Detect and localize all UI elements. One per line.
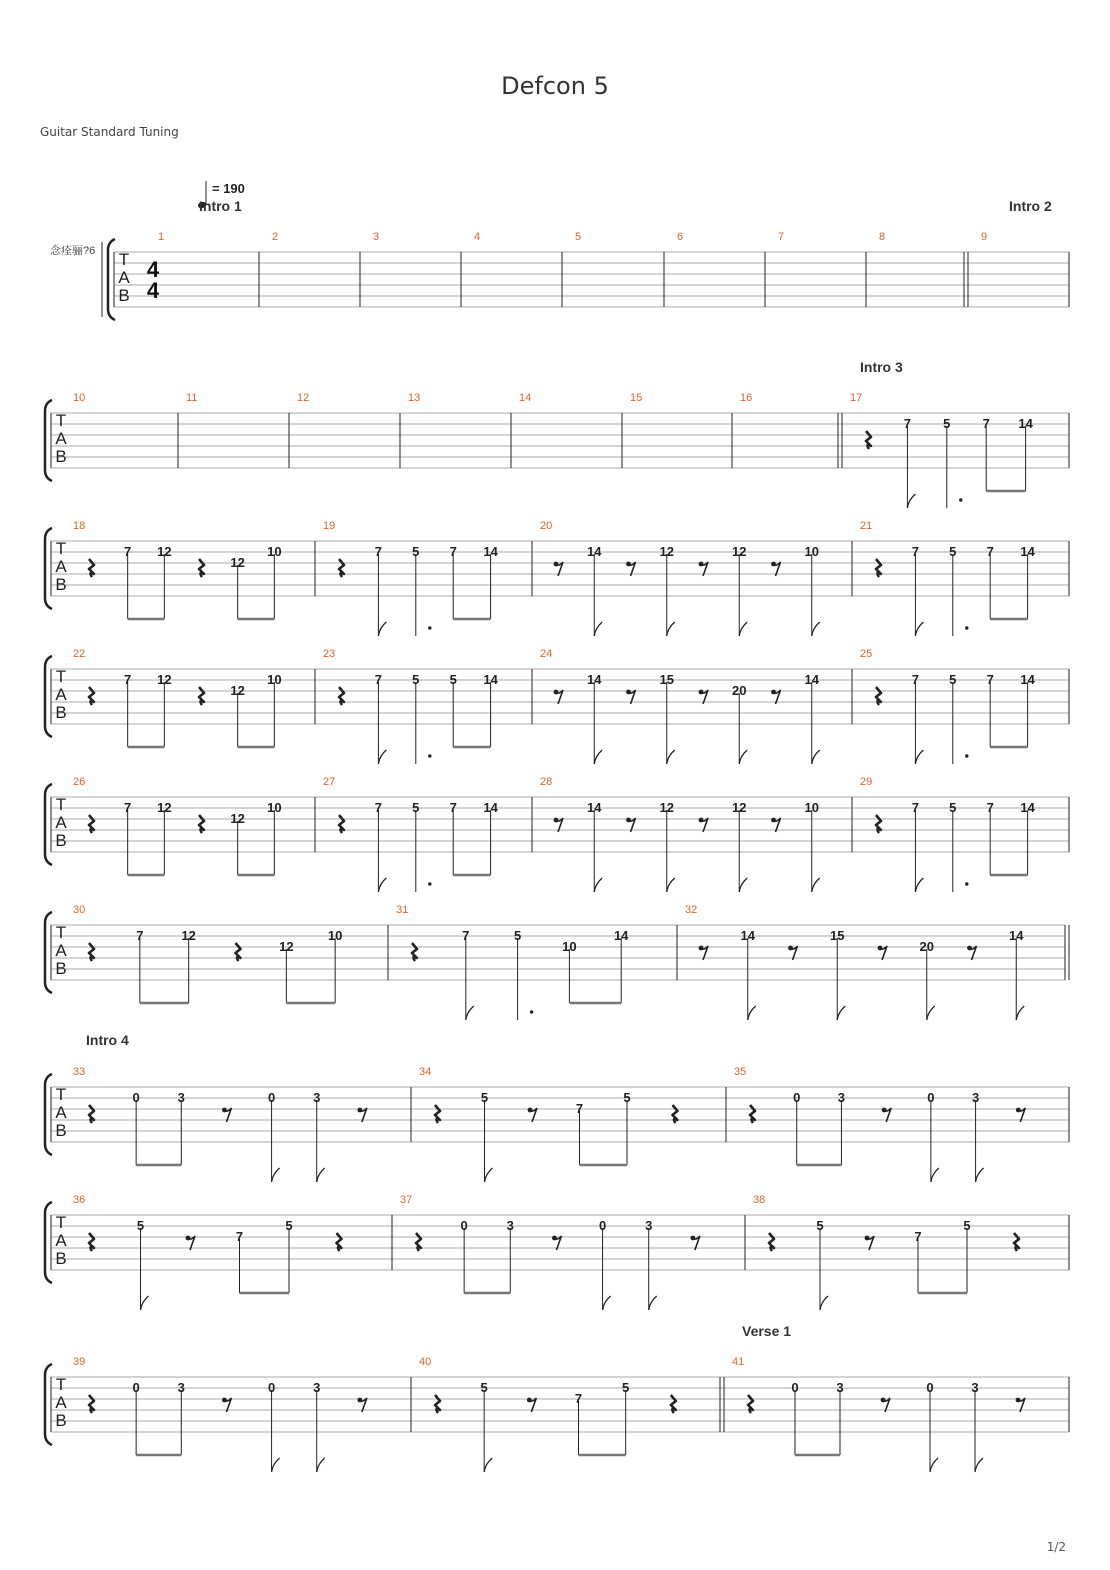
measure-number: 28: [540, 776, 553, 788]
measure: [323, 648, 532, 764]
measure-number: 36: [73, 1194, 86, 1206]
fret-number: 7: [574, 1391, 583, 1406]
fret-number: 7: [911, 672, 920, 687]
fret-number: 7: [911, 800, 920, 815]
tab-clef-letter: T: [55, 795, 67, 814]
dotted-note-dot: [428, 626, 431, 629]
fret-number: 5: [949, 672, 957, 687]
eighth-flag: [837, 1006, 845, 1020]
measure: [734, 1066, 1069, 1182]
tab-clef-letter: B: [55, 959, 67, 978]
quarter-rest: [876, 815, 881, 833]
tab-clef-letter: B: [55, 1249, 67, 1268]
fret-number: 7: [124, 800, 132, 815]
section-label: Intro 4: [86, 1032, 129, 1048]
measure-number: 9: [981, 231, 988, 243]
measure: [323, 776, 532, 892]
fret-number: 0: [791, 1380, 799, 1395]
dotted-note-dot: [965, 882, 968, 885]
fret-number: 12: [157, 672, 172, 687]
measure-number: 7: [778, 231, 785, 243]
fret-number: 12: [659, 544, 674, 559]
fret-number: 14: [483, 544, 498, 559]
measure-number: 41: [732, 1356, 745, 1368]
measure: [73, 776, 315, 875]
tab-clef-letter: B: [55, 447, 67, 466]
measure-number: 6: [677, 231, 684, 243]
fret-number: 14: [587, 800, 602, 815]
quarter-rest: [337, 1233, 342, 1251]
measure: [400, 1194, 745, 1310]
fret-number: 3: [971, 1380, 979, 1395]
quarter-rest: [339, 559, 344, 577]
fret-number: 10: [267, 800, 282, 815]
measure-number: 32: [685, 904, 698, 916]
fret-number: 5: [412, 800, 420, 815]
measure-number: 38: [753, 1194, 766, 1206]
measure-number: 4: [474, 231, 481, 243]
tab-clef-letter: A: [55, 685, 67, 704]
measure-number: 17: [850, 392, 863, 404]
measure: [540, 776, 852, 892]
measure: [860, 776, 1069, 892]
fret-number: 12: [732, 800, 747, 815]
section-label: Intro 1: [199, 198, 242, 214]
fret-number: 20: [732, 683, 747, 698]
section-label: Verse 1: [742, 1323, 792, 1339]
fret-number: 0: [926, 1380, 934, 1395]
eighth-flag: [594, 750, 602, 764]
measure: [73, 1194, 392, 1310]
tab-clef-letter: A: [55, 557, 67, 576]
eighth-flag: [739, 878, 747, 892]
fret-number: 0: [460, 1218, 468, 1233]
measure-number: 22: [73, 648, 86, 660]
fret-number: 5: [449, 672, 457, 687]
eighth-flag: [975, 1458, 983, 1472]
fret-number: 14: [1018, 416, 1033, 431]
fret-number: 0: [132, 1380, 140, 1395]
measure: [419, 1356, 724, 1472]
fret-number: 14: [613, 928, 629, 943]
quarter-rest: [673, 1105, 678, 1123]
eighth-flag: [466, 1006, 474, 1020]
fret-number: 5: [949, 800, 957, 815]
fret-number: 14: [1020, 800, 1035, 815]
fret-number: 10: [267, 672, 282, 687]
tab-clef-letter: T: [55, 667, 67, 686]
time-signature-numerator: 4: [146, 257, 160, 282]
eighth-flag: [378, 750, 386, 764]
track-name: 念痊骊?6: [50, 245, 96, 257]
fret-number: 5: [623, 1090, 631, 1105]
fret-number: 7: [986, 544, 994, 559]
time-signature-denominator: 4: [146, 278, 160, 303]
measure-number: 5: [575, 231, 582, 243]
measure: [419, 1066, 726, 1182]
quarter-rest: [435, 1105, 440, 1123]
measure-number: 33: [73, 1066, 86, 1078]
measure: [850, 359, 1069, 508]
fret-number: 5: [412, 672, 420, 687]
tab-system: [45, 1323, 1069, 1472]
measure-number: 25: [860, 648, 873, 660]
fret-number: 3: [313, 1090, 321, 1105]
eighth-flag: [927, 1006, 935, 1020]
tab-clef-letter: B: [55, 575, 67, 594]
quarter-rest: [199, 815, 204, 833]
eighth-flag: [667, 750, 675, 764]
eighth-flag: [272, 1458, 280, 1472]
eighth-flag: [812, 622, 820, 636]
fret-number: 3: [313, 1380, 321, 1395]
tab-clef-letter: B: [55, 1411, 67, 1430]
fret-number: 7: [982, 416, 990, 431]
fret-number: 14: [587, 672, 602, 687]
fret-number: 12: [659, 800, 674, 815]
measure: [323, 520, 532, 636]
measure: [685, 904, 1065, 1020]
measure: [753, 1194, 1069, 1310]
tab-system: [45, 1194, 1069, 1310]
eighth-flag: [812, 750, 820, 764]
fret-number: 7: [449, 800, 457, 815]
fret-number: 12: [157, 544, 172, 559]
eighth-flag: [739, 750, 747, 764]
fret-number: 7: [374, 800, 383, 815]
tab-clef-letter: T: [55, 539, 67, 558]
measure: [73, 648, 315, 747]
measure-number: 12: [297, 392, 310, 404]
fret-number: 7: [575, 1101, 584, 1116]
measure-number: 34: [419, 1066, 432, 1078]
fret-number: 5: [412, 544, 420, 559]
fret-number: 10: [804, 800, 819, 815]
fret-number: 3: [836, 1380, 844, 1395]
quarter-rest: [435, 1395, 440, 1413]
fret-number: 14: [1009, 928, 1024, 943]
measure: [540, 648, 852, 764]
measure-number: 3: [373, 231, 380, 243]
quarter-rest: [876, 559, 881, 577]
measure-number: 27: [323, 776, 336, 788]
measure-number: 19: [323, 520, 336, 532]
eighth-flag: [812, 878, 820, 892]
fret-number: 7: [124, 672, 132, 687]
fret-number: 0: [793, 1090, 801, 1105]
fret-number: 3: [177, 1090, 185, 1105]
fret-number: 7: [986, 800, 994, 815]
eighth-flag: [915, 878, 923, 892]
dotted-note-dot: [530, 1010, 533, 1013]
measure-number: 37: [400, 1194, 413, 1206]
tab-clef-letter: A: [55, 429, 67, 448]
fret-number: 12: [230, 555, 245, 570]
fret-number: 7: [986, 672, 994, 687]
measure-number: 18: [73, 520, 86, 532]
eighth-flag: [907, 494, 915, 508]
quarter-rest: [89, 815, 94, 833]
section-label: Intro 3: [860, 359, 903, 375]
dotted-note-dot: [965, 626, 968, 629]
section-label: Intro 2: [1009, 198, 1052, 214]
tab-system: [45, 520, 1069, 636]
measure-number: 8: [879, 231, 886, 243]
fret-number: 5: [816, 1218, 824, 1233]
eighth-flag: [603, 1296, 611, 1310]
tab-clef-letter: B: [55, 1121, 67, 1140]
fret-number: 3: [506, 1218, 514, 1233]
fret-number: 20: [919, 939, 934, 954]
fret-number: 12: [732, 544, 747, 559]
fret-number: 14: [483, 800, 498, 815]
measure-number: 11: [186, 392, 198, 404]
dotted-note-dot: [959, 498, 962, 501]
tab-clef-letter: A: [55, 813, 67, 832]
fret-number: 10: [267, 544, 282, 559]
fret-number: 15: [830, 928, 845, 943]
fret-number: 5: [285, 1218, 293, 1233]
measure: [73, 1066, 411, 1182]
fret-number: 7: [911, 544, 920, 559]
fret-number: 14: [804, 672, 819, 687]
fret-number: 10: [327, 928, 343, 943]
fret-number: 5: [622, 1380, 630, 1395]
quarter-rest: [199, 687, 204, 705]
measure-number: 26: [73, 776, 86, 788]
fret-number: 10: [804, 544, 819, 559]
tab-system: [45, 1032, 1069, 1182]
measure: [860, 520, 1069, 636]
fret-number: 7: [136, 928, 144, 943]
fret-number: 12: [279, 939, 294, 954]
eighth-flag: [820, 1296, 828, 1310]
measure: [860, 648, 1069, 764]
fret-number: 7: [914, 1229, 922, 1244]
tab-system: [45, 648, 1069, 764]
eighth-flag: [930, 1458, 938, 1472]
tab-clef-letter: T: [55, 1375, 67, 1394]
eighth-flag: [378, 878, 386, 892]
measure-number: 31: [396, 904, 409, 916]
measure-number: 14: [519, 392, 532, 404]
fret-number: 7: [374, 672, 383, 687]
measure-number: 10: [73, 392, 86, 404]
fret-number: 7: [449, 544, 457, 559]
tab-clef-letter: B: [55, 831, 67, 850]
eighth-flag: [667, 878, 675, 892]
fret-number: 14: [587, 544, 602, 559]
quarter-rest: [1014, 1233, 1019, 1251]
fret-number: 0: [267, 1090, 276, 1105]
eighth-flag: [915, 622, 923, 636]
page-number: 1/2: [1046, 1540, 1066, 1554]
tab-clef-letter: A: [55, 941, 67, 960]
measure-number: 39: [73, 1356, 86, 1368]
fret-number: 0: [598, 1218, 607, 1233]
eighth-flag: [976, 1168, 984, 1182]
fret-number: 7: [235, 1229, 244, 1244]
eighth-flag: [484, 1458, 492, 1472]
measure: [73, 904, 388, 1003]
fret-number: 3: [971, 1090, 980, 1105]
fret-number: 14: [483, 672, 498, 687]
quarter-rest: [89, 1395, 94, 1413]
eighth-flag: [1016, 1006, 1024, 1020]
quarter-rest: [199, 559, 204, 577]
tab-clef-letter: T: [55, 1085, 67, 1104]
measure: [73, 520, 315, 619]
fret-number: 14: [1020, 544, 1035, 559]
quarter-rest: [339, 815, 344, 833]
fret-number: 3: [645, 1218, 653, 1233]
eighth-flag: [748, 1006, 756, 1020]
fret-number: 7: [374, 544, 383, 559]
quarter-rest: [876, 687, 881, 705]
fret-number: 12: [157, 800, 172, 815]
measure: [540, 520, 852, 636]
quarter-rest: [89, 687, 94, 705]
fret-number: 5: [480, 1380, 488, 1395]
quarter-rest: [769, 1233, 774, 1251]
measure-number: 13: [408, 392, 421, 404]
dotted-note-dot: [428, 754, 431, 757]
fret-number: 0: [927, 1090, 935, 1105]
quarter-rest: [748, 1395, 753, 1413]
quarter-rest: [89, 943, 94, 961]
quarter-rest: [412, 943, 417, 961]
fret-number: 10: [562, 939, 577, 954]
eighth-flag: [649, 1296, 657, 1310]
tab-clef-letter: A: [118, 268, 130, 287]
eighth-flag: [594, 622, 602, 636]
tab-clef-letter: A: [55, 1393, 67, 1412]
fret-number: 15: [659, 672, 674, 687]
fret-number: 5: [943, 416, 951, 431]
quarter-rest: [89, 559, 94, 577]
fret-number: 0: [267, 1380, 276, 1395]
tab-clef-letter: T: [118, 250, 130, 269]
eighth-flag: [485, 1168, 493, 1182]
quarter-rest: [416, 1233, 421, 1251]
tab-clef-letter: T: [55, 923, 67, 942]
eighth-flag: [272, 1168, 280, 1182]
fret-number: 5: [963, 1218, 971, 1233]
measure-number: 24: [540, 648, 553, 660]
eighth-flag: [739, 622, 747, 636]
measure-number: 29: [860, 776, 873, 788]
measure-number: 35: [734, 1066, 747, 1078]
quarter-rest: [750, 1105, 755, 1123]
quarter-rest: [89, 1105, 94, 1123]
measure-number: 21: [860, 520, 873, 532]
measure-number: 1: [158, 231, 165, 243]
dotted-note-dot: [428, 882, 431, 885]
measure-number: 16: [740, 392, 753, 404]
fret-number: 12: [181, 928, 196, 943]
tuning-label: Guitar Standard Tuning: [40, 125, 179, 139]
tempo-text: = 190: [212, 181, 245, 196]
fret-number: 5: [949, 544, 957, 559]
measure: [73, 1356, 411, 1472]
tab-system: [45, 776, 1069, 892]
eighth-flag: [931, 1168, 939, 1182]
eighth-flag: [141, 1296, 149, 1310]
fret-number: 0: [132, 1090, 140, 1105]
eighth-flag: [915, 750, 923, 764]
measure-number: 30: [73, 904, 86, 916]
fret-number: 7: [124, 544, 132, 559]
tab-system: [45, 359, 1069, 508]
tab-clef-letter: B: [118, 286, 130, 305]
fret-number: 12: [230, 811, 245, 826]
quarter-rest: [236, 943, 241, 961]
fret-number: 5: [513, 928, 522, 943]
eighth-flag: [317, 1168, 325, 1182]
tab-clef-letter: A: [55, 1103, 67, 1122]
song-title: Defcon 5: [501, 72, 609, 100]
tab-clef-letter: A: [55, 1231, 67, 1250]
tab-clef-letter: B: [55, 703, 67, 722]
tab-clef-letter: T: [55, 1213, 67, 1232]
fret-number: 5: [480, 1090, 489, 1105]
tab-clef-letter: T: [55, 411, 67, 430]
eighth-flag: [378, 622, 386, 636]
measure-number: 15: [630, 392, 643, 404]
fret-number: 7: [462, 928, 470, 943]
eighth-flag: [594, 878, 602, 892]
fret-number: 5: [136, 1218, 145, 1233]
fret-number: 14: [1020, 672, 1035, 687]
fret-number: 7: [903, 416, 912, 431]
quarter-rest: [89, 1233, 94, 1251]
measure-number: 2: [272, 231, 279, 243]
tab-system: [102, 198, 1069, 320]
dotted-note-dot: [965, 754, 968, 757]
measure: [732, 1323, 1069, 1472]
measure-number: 40: [419, 1356, 432, 1368]
eighth-flag: [317, 1458, 325, 1472]
quarter-rest: [866, 431, 871, 449]
quarter-rest: [339, 687, 344, 705]
tab-system: [45, 904, 1069, 1020]
eighth-flag: [667, 622, 675, 636]
quarter-rest: [671, 1395, 676, 1413]
fret-number: 3: [837, 1090, 846, 1105]
fret-number: 14: [740, 928, 755, 943]
measure: [396, 904, 677, 1020]
fret-number: 3: [177, 1380, 185, 1395]
measure-number: 20: [540, 520, 553, 532]
fret-number: 12: [230, 683, 245, 698]
measure-number: 23: [323, 648, 336, 660]
